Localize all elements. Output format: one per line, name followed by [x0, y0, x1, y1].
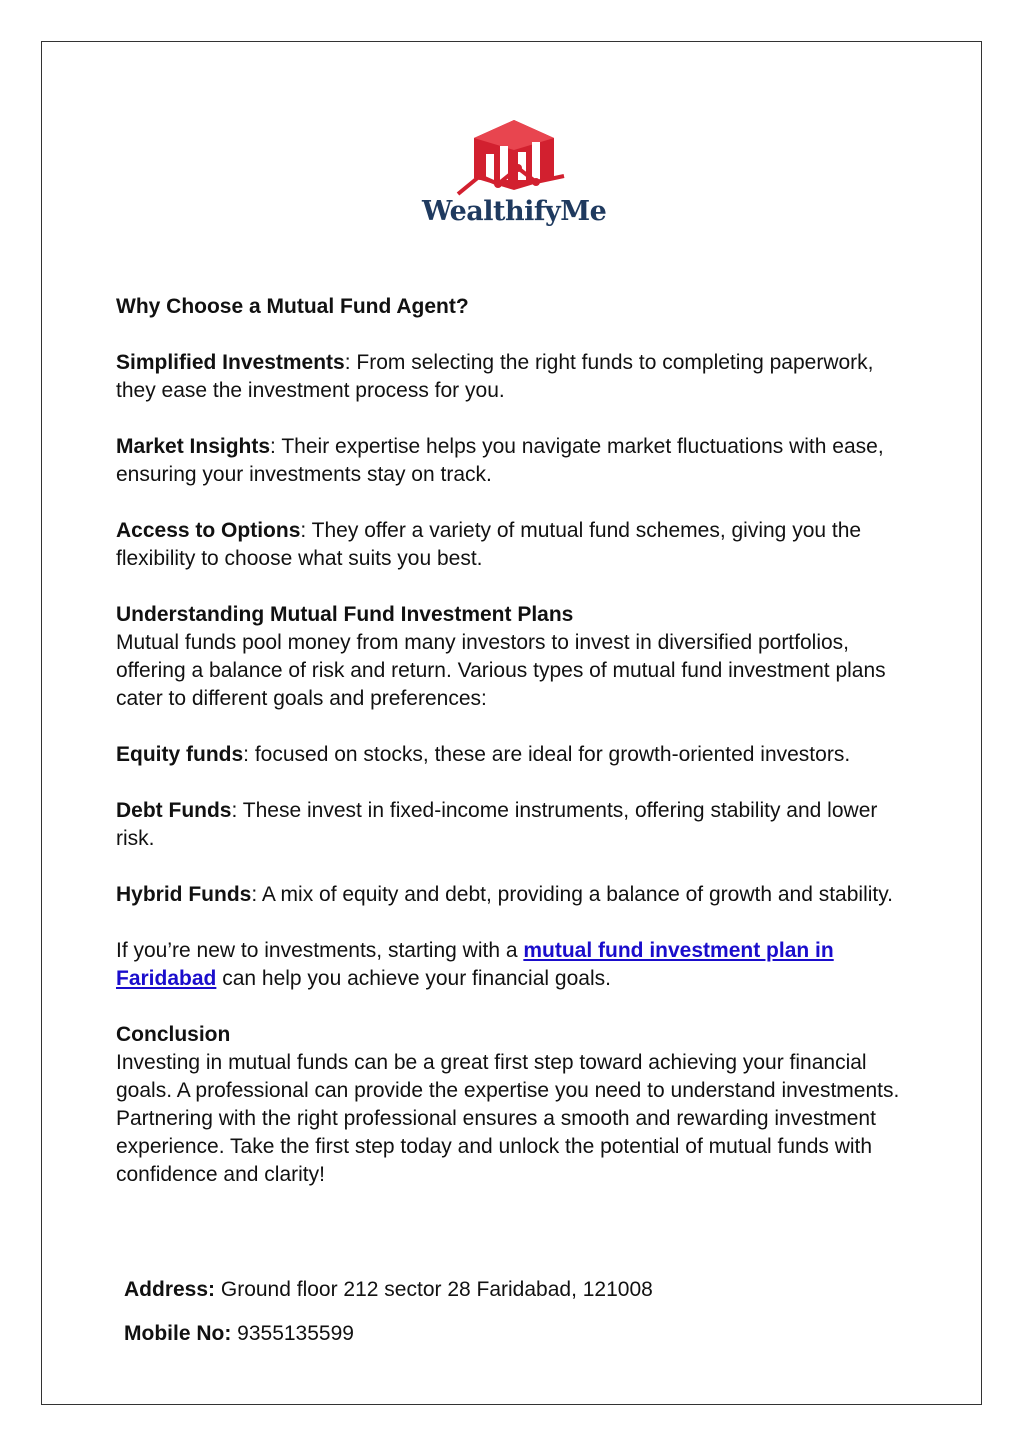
section-heading	[116, 293, 916, 321]
cta-before: If you’re new to investments, starting with a	[116, 939, 524, 962]
fund-type-text: : focused on stocks, these are ideal for growth-oriented investors.	[243, 743, 851, 766]
fund-type-title: Hybrid Funds	[116, 883, 252, 906]
benefit-paragraph	[116, 517, 916, 573]
fund-type-text: : These invest in fixed-income instruments, offering stability and lower risk.	[116, 799, 878, 850]
benefit-text: : Their expertise helps you navigate market fluctuations with ease, ensuring your investments stay on track.	[116, 435, 884, 486]
benefit-text: : From selecting the right funds to completing paperwork, they ease the investment process for you.	[116, 351, 874, 402]
conclusion-text: Investing in mutual funds can be a great first step toward achieving your financial goals. A professional can provide the expertise you need to understand investments. Partnering with the right professional ensures a smooth and rewarding investment experience. Take the first step today and unlock the potential of mutual funds with confidence and clarity!	[116, 1051, 900, 1186]
fund-type-title: Equity funds	[116, 743, 244, 766]
cta-after: can help you achieve your financial goals.	[216, 967, 611, 990]
heading-text: Why Choose a Mutual Fund Agent?	[116, 295, 469, 318]
fund-type-title: Debt Funds	[116, 799, 232, 822]
fund-type-text: : A mix of equity and debt, providing a balance of growth and stability.	[251, 883, 894, 906]
plans-title-text: Understanding Mutual Fund Investment Plans	[116, 603, 574, 626]
article-body	[116, 293, 916, 1189]
address-line	[124, 1276, 904, 1304]
address-value: Ground floor 212 sector 28 Faridabad, 121008	[215, 1278, 653, 1301]
benefit-paragraph	[116, 433, 916, 489]
mutual-fund-plan-link[interactable]: mutual fund investment plan in Faridabad	[116, 939, 834, 990]
benefit-title: Access to Options	[116, 519, 301, 542]
benefit-title: Simplified Investments	[116, 351, 345, 374]
fund-type-paragraph	[116, 797, 916, 853]
brand-name: WealthifyMe	[422, 196, 607, 227]
mobile-value: 9355135599	[231, 1322, 354, 1345]
benefit-text: : They offer a variety of mutual fund schemes, giving you the flexibility to choose what suits you best.	[116, 519, 862, 570]
brand-logo	[422, 120, 607, 236]
building-chart-icon	[452, 120, 576, 200]
fund-type-paragraph	[116, 741, 916, 769]
conclusion-title-text: Conclusion	[116, 1023, 231, 1046]
cta-paragraph	[116, 937, 916, 993]
benefit-paragraph	[116, 349, 916, 405]
mobile-line	[124, 1320, 904, 1348]
mobile-label: Mobile No:	[124, 1322, 232, 1345]
address-label: Address:	[124, 1278, 216, 1301]
fund-type-paragraph	[116, 881, 916, 909]
benefit-title: Market Insights	[116, 435, 271, 458]
conclusion-title	[116, 1021, 916, 1049]
plans-title	[116, 601, 916, 629]
plans-intro: Mutual funds pool money from many investors to invest in diversified portfolios, offering a balance of risk and return. Various types of mutual fund investment plans cater to different goals and preferences:	[116, 631, 886, 710]
